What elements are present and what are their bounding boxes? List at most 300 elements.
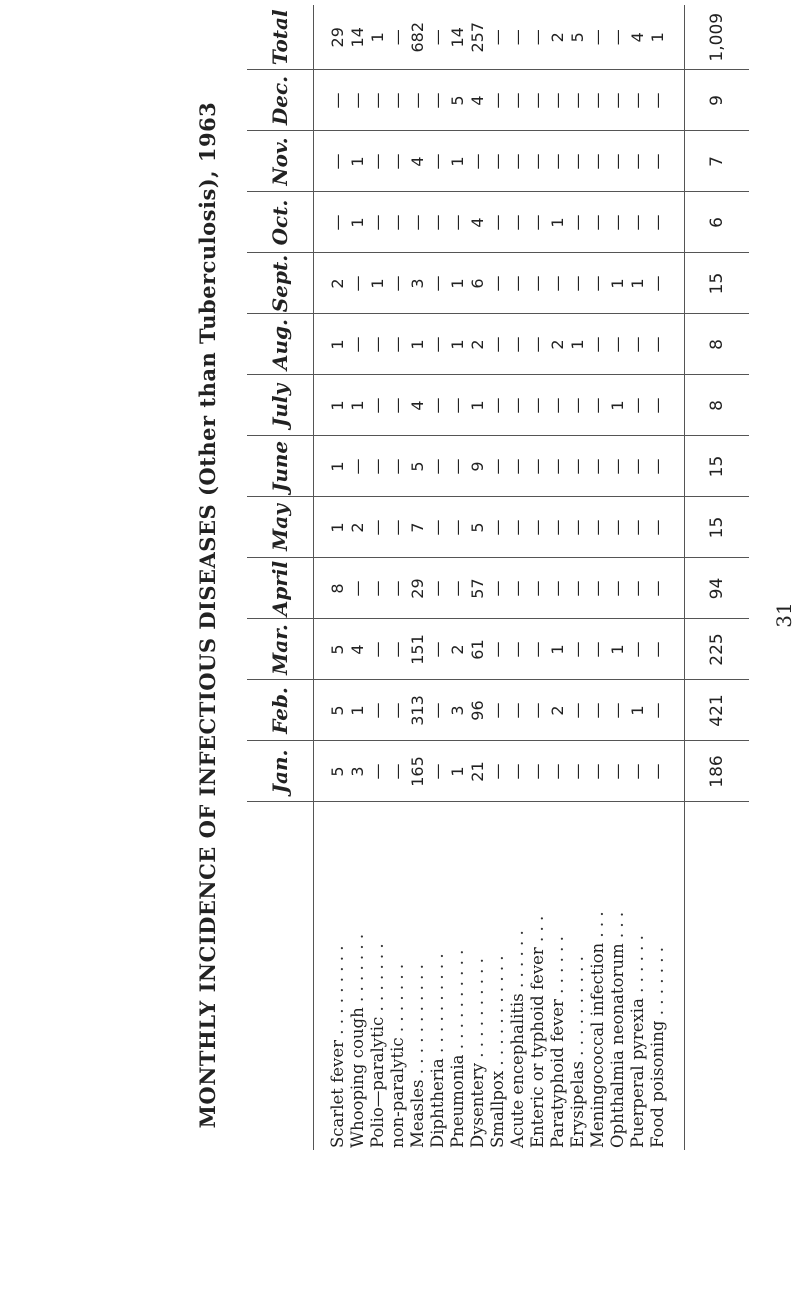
- month-value-cell: —: [568, 558, 588, 619]
- month-value-cell: 1: [348, 680, 368, 741]
- row-total-cell: 14: [448, 27, 467, 48]
- month-value-cell: —: [608, 741, 628, 802]
- leader-dots: . . .: [528, 915, 547, 942]
- month-value-cell: —: [588, 741, 608, 802]
- month-value-cell: —: [548, 253, 568, 314]
- row-total-cell: 4: [628, 32, 647, 43]
- incidence-table: [247, 5, 749, 1150]
- month-value-cell: —: [628, 70, 648, 131]
- header-month: Mar.: [247, 619, 314, 680]
- month-value-cell: 151: [408, 619, 428, 680]
- spacer-cell: [314, 375, 329, 436]
- table-row: [448, 5, 468, 1150]
- row-total-cell: —: [388, 29, 407, 46]
- table-row: [568, 5, 588, 1150]
- month-value-cell: —: [448, 558, 468, 619]
- month-value-cell: —: [488, 192, 508, 253]
- disease-name: Meningococcal infection: [588, 942, 607, 1148]
- month-value-cell: —: [428, 131, 448, 192]
- header-month: Nov.: [247, 131, 314, 192]
- total-cell: 9: [685, 70, 750, 131]
- disease-name: Erysipelas: [568, 1061, 587, 1148]
- month-value-cell: —: [568, 375, 588, 436]
- total-cell: 94: [685, 558, 750, 619]
- total-cell: 6: [685, 192, 750, 253]
- month-value-cell: —: [628, 192, 648, 253]
- month-value-cell: —: [368, 70, 388, 131]
- month-value-cell: —: [528, 131, 548, 192]
- disease-name: Measles: [408, 1079, 427, 1148]
- month-value-cell: —: [508, 619, 528, 680]
- month-value-cell: 1: [468, 375, 488, 436]
- month-value-cell: 1: [328, 375, 348, 436]
- row-total-cell: —: [588, 29, 607, 46]
- table-row: [428, 5, 448, 1150]
- leader-dots: . . . . . . .: [388, 963, 407, 1033]
- leader-dots: . . . . . .: [548, 936, 567, 994]
- month-value-cell: —: [508, 497, 528, 558]
- disease-name: Dysentery: [468, 1062, 487, 1148]
- month-value-cell: —: [568, 619, 588, 680]
- month-value-cell: —: [388, 192, 408, 253]
- month-value-cell: 1: [348, 192, 368, 253]
- row-total-cell: —: [428, 29, 447, 46]
- total-cell: 8: [685, 375, 750, 436]
- month-value-cell: —: [608, 70, 628, 131]
- month-value-cell: —: [328, 131, 348, 192]
- month-value-cell: —: [428, 70, 448, 131]
- month-value-cell: —: [648, 497, 685, 558]
- month-value-cell: —: [628, 558, 648, 619]
- leader-dots: . . . . . .: [508, 930, 527, 988]
- month-value-cell: 8: [328, 558, 348, 619]
- month-value-cell: —: [608, 314, 628, 375]
- leader-dots: . . . . . . .: [368, 943, 387, 1012]
- spacer-cell: [314, 741, 329, 802]
- row-total-cell: —: [528, 29, 547, 46]
- disease-name: Polio—paralytic: [368, 1016, 387, 1148]
- month-value-cell: —: [548, 741, 568, 802]
- month-value-cell: —: [348, 436, 368, 497]
- month-value-cell: —: [388, 375, 408, 436]
- disease-label: [448, 802, 468, 1150]
- total-cell: 8: [685, 314, 750, 375]
- month-value-cell: —: [528, 192, 548, 253]
- leader-dots: . . . . . . . . . . .: [488, 955, 507, 1066]
- leader-dots: . . .: [608, 911, 627, 939]
- total-cell: 15: [685, 497, 750, 558]
- disease-label: [628, 802, 648, 1150]
- month-value-cell: 3: [408, 253, 428, 314]
- leader-dots: . . . . . . . . . .: [568, 956, 587, 1056]
- month-value-cell: —: [648, 253, 685, 314]
- month-value-cell: —: [348, 314, 368, 375]
- month-value-cell: —: [588, 436, 608, 497]
- month-value-cell: —: [488, 680, 508, 741]
- spacer-cell: [314, 619, 329, 680]
- month-value-cell: 2: [468, 314, 488, 375]
- table-row: [508, 5, 528, 1150]
- total-cell: 7: [685, 131, 750, 192]
- page-number: 31: [772, 602, 796, 628]
- header-month: Jan.: [247, 741, 314, 802]
- month-value-cell: —: [508, 680, 528, 741]
- month-value-cell: —: [568, 436, 588, 497]
- month-value-cell: —: [528, 741, 548, 802]
- month-value-cell: —: [348, 253, 368, 314]
- header-total: Total: [247, 5, 314, 70]
- disease-name: Scarlet fever: [328, 1039, 347, 1148]
- month-value-cell: —: [328, 192, 348, 253]
- disease-label: [548, 802, 568, 1150]
- month-value-cell: —: [488, 558, 508, 619]
- month-value-cell: 1: [328, 497, 348, 558]
- header-month: May: [247, 497, 314, 558]
- table-row: [388, 5, 408, 1150]
- month-value-cell: —: [488, 131, 508, 192]
- month-value-cell: —: [608, 192, 628, 253]
- header-month: June: [247, 436, 314, 497]
- row-total-cell: 5: [568, 32, 587, 43]
- month-value-cell: 1: [348, 131, 368, 192]
- month-value-cell: —: [328, 70, 348, 131]
- disease-label: [368, 802, 388, 1150]
- month-value-cell: 1: [448, 253, 468, 314]
- leader-dots: . . . . . .: [628, 935, 647, 993]
- disease-name: Paratyphoid fever: [548, 999, 567, 1148]
- month-value-cell: —: [648, 70, 685, 131]
- month-value-cell: —: [368, 558, 388, 619]
- month-value-cell: —: [508, 558, 528, 619]
- month-value-cell: —: [448, 375, 468, 436]
- spacer-cell: [314, 131, 329, 192]
- month-value-cell: —: [408, 70, 428, 131]
- totals-row: [685, 5, 750, 1150]
- month-value-cell: —: [428, 314, 448, 375]
- month-value-cell: 4: [468, 192, 488, 253]
- month-value-cell: —: [428, 741, 448, 802]
- table-row: [528, 5, 548, 1150]
- grand-total-cell: 1,009: [685, 5, 750, 70]
- month-value-cell: 1: [608, 619, 628, 680]
- month-value-cell: —: [448, 192, 468, 253]
- row-total-cell: 29: [328, 27, 347, 48]
- month-value-cell: 1: [328, 436, 348, 497]
- month-value-cell: —: [588, 253, 608, 314]
- row-total-cell: 2: [548, 32, 567, 43]
- month-value-cell: 5: [328, 741, 348, 802]
- month-value-cell: —: [428, 680, 448, 741]
- row-total-cell: 257: [468, 21, 487, 53]
- month-value-cell: —: [488, 497, 508, 558]
- month-value-cell: —: [488, 436, 508, 497]
- leader-dots: . . .: [588, 911, 607, 938]
- month-value-cell: 3: [348, 741, 368, 802]
- header-row: [247, 5, 314, 1150]
- month-value-cell: —: [528, 436, 548, 497]
- month-value-cell: —: [388, 436, 408, 497]
- month-value-cell: —: [528, 497, 548, 558]
- disease-label: [568, 802, 588, 1150]
- leader-dots: . . . . . . . . . .: [468, 958, 487, 1058]
- header-month: Aug.: [247, 314, 314, 375]
- month-value-cell: 5: [328, 619, 348, 680]
- month-value-cell: —: [548, 375, 568, 436]
- header-month: Oct.: [247, 192, 314, 253]
- leader-dots: . . . . . . .: [648, 947, 667, 1016]
- table-row: [588, 5, 608, 1150]
- month-value-cell: —: [548, 70, 568, 131]
- disease-name: Smallpox: [488, 1070, 507, 1148]
- disease-name: Enteric or typhoid fever: [528, 947, 547, 1148]
- month-value-cell: —: [588, 192, 608, 253]
- month-value-cell: —: [568, 497, 588, 558]
- month-value-cell: —: [628, 375, 648, 436]
- disease-name: Pneumonia: [448, 1054, 467, 1148]
- month-value-cell: —: [608, 436, 628, 497]
- disease-label: [508, 802, 528, 1150]
- disease-label: [528, 802, 548, 1150]
- month-value-cell: —: [628, 436, 648, 497]
- month-value-cell: —: [648, 192, 685, 253]
- month-value-cell: —: [368, 192, 388, 253]
- month-value-cell: —: [568, 131, 588, 192]
- month-value-cell: —: [588, 70, 608, 131]
- month-value-cell: —: [368, 741, 388, 802]
- month-value-cell: —: [388, 619, 408, 680]
- disease-label: [588, 802, 608, 1150]
- month-value-cell: 29: [408, 558, 428, 619]
- month-value-cell: 5: [408, 436, 428, 497]
- header-month: Sept.: [247, 253, 314, 314]
- month-value-cell: —: [428, 558, 448, 619]
- disease-label: [388, 802, 408, 1150]
- spacer-row: [314, 5, 329, 1150]
- month-value-cell: —: [408, 192, 428, 253]
- total-cell: 421: [685, 680, 750, 741]
- month-value-cell: 61: [468, 619, 488, 680]
- month-value-cell: 6: [468, 253, 488, 314]
- disease-name: Whooping cough: [348, 1007, 367, 1148]
- table-row: [368, 5, 388, 1150]
- month-value-cell: —: [508, 70, 528, 131]
- disease-label: [488, 802, 508, 1150]
- month-value-cell: —: [588, 131, 608, 192]
- month-value-cell: —: [448, 436, 468, 497]
- table-row: [648, 5, 685, 1150]
- total-cell: 15: [685, 436, 750, 497]
- month-value-cell: —: [508, 131, 528, 192]
- month-value-cell: —: [488, 375, 508, 436]
- month-value-cell: —: [448, 497, 468, 558]
- month-value-cell: —: [428, 619, 448, 680]
- table-row: [488, 5, 508, 1150]
- month-value-cell: —: [388, 70, 408, 131]
- month-value-cell: —: [368, 619, 388, 680]
- month-value-cell: —: [488, 253, 508, 314]
- row-total-cell: 682: [408, 21, 427, 53]
- table-row: [408, 5, 428, 1150]
- month-value-cell: —: [548, 131, 568, 192]
- month-value-cell: 1: [368, 253, 388, 314]
- month-value-cell: —: [568, 192, 588, 253]
- month-value-cell: —: [468, 131, 488, 192]
- month-value-cell: —: [508, 375, 528, 436]
- spacer-cell: [314, 314, 329, 375]
- disease-label: [408, 802, 428, 1150]
- month-value-cell: 2: [548, 314, 568, 375]
- disease-label: [348, 802, 368, 1150]
- month-value-cell: 1: [608, 375, 628, 436]
- disease-label: [428, 802, 448, 1150]
- month-value-cell: 7: [408, 497, 428, 558]
- month-value-cell: —: [368, 680, 388, 741]
- month-value-cell: —: [508, 436, 528, 497]
- month-value-cell: —: [488, 70, 508, 131]
- month-value-cell: 1: [448, 314, 468, 375]
- month-value-cell: —: [428, 497, 448, 558]
- month-value-cell: —: [628, 497, 648, 558]
- month-value-cell: —: [588, 314, 608, 375]
- disease-label: [608, 802, 628, 1150]
- disease-name: non-paralytic: [388, 1037, 407, 1148]
- month-value-cell: —: [428, 253, 448, 314]
- row-total-cell: —: [608, 29, 627, 46]
- leader-dots: . . . . . . .: [348, 933, 367, 1003]
- month-value-cell: 1: [408, 314, 428, 375]
- month-value-cell: —: [648, 314, 685, 375]
- month-value-cell: —: [568, 680, 588, 741]
- month-value-cell: —: [588, 375, 608, 436]
- month-value-cell: —: [528, 558, 548, 619]
- month-value-cell: —: [648, 680, 685, 741]
- disease-name: Diphtheria: [428, 1058, 447, 1148]
- table-row: [628, 5, 648, 1150]
- month-value-cell: —: [648, 131, 685, 192]
- month-value-cell: —: [368, 436, 388, 497]
- month-value-cell: —: [348, 558, 368, 619]
- leader-dots: . . . . . . . . . .: [448, 949, 467, 1050]
- month-value-cell: —: [528, 314, 548, 375]
- month-value-cell: —: [568, 70, 588, 131]
- month-value-cell: —: [428, 375, 448, 436]
- month-value-cell: —: [568, 741, 588, 802]
- month-value-cell: —: [588, 558, 608, 619]
- month-value-cell: 2: [348, 497, 368, 558]
- table-row: [608, 5, 628, 1150]
- month-value-cell: 165: [408, 741, 428, 802]
- leader-dots: . . . . . . . . . .: [428, 953, 447, 1054]
- month-value-cell: 3: [448, 680, 468, 741]
- month-value-cell: —: [368, 131, 388, 192]
- header-month: April: [247, 558, 314, 619]
- total-cell: 225: [685, 619, 750, 680]
- disease-name: Food poisoning: [648, 1020, 667, 1148]
- row-total-cell: 14: [348, 27, 367, 48]
- month-value-cell: —: [548, 436, 568, 497]
- month-value-cell: —: [528, 70, 548, 131]
- month-value-cell: 4: [408, 375, 428, 436]
- header-month: July: [247, 375, 314, 436]
- table-row: [348, 5, 368, 1150]
- month-value-cell: —: [608, 497, 628, 558]
- month-value-cell: —: [388, 497, 408, 558]
- month-value-cell: —: [508, 192, 528, 253]
- month-value-cell: —: [628, 741, 648, 802]
- month-value-cell: —: [528, 375, 548, 436]
- month-value-cell: —: [568, 253, 588, 314]
- month-value-cell: —: [608, 558, 628, 619]
- month-value-cell: 2: [328, 253, 348, 314]
- month-value-cell: —: [368, 314, 388, 375]
- month-value-cell: 4: [348, 619, 368, 680]
- month-value-cell: —: [648, 375, 685, 436]
- month-value-cell: —: [388, 131, 408, 192]
- month-value-cell: —: [588, 680, 608, 741]
- month-value-cell: —: [488, 314, 508, 375]
- month-value-cell: —: [628, 314, 648, 375]
- month-value-cell: —: [508, 314, 528, 375]
- table-row: [328, 5, 348, 1150]
- month-value-cell: —: [388, 680, 408, 741]
- month-value-cell: —: [528, 253, 548, 314]
- disease-label: [328, 802, 348, 1150]
- month-value-cell: —: [628, 619, 648, 680]
- month-value-cell: —: [588, 497, 608, 558]
- month-value-cell: —: [588, 619, 608, 680]
- spacer-cell: [314, 680, 329, 741]
- total-cell: 186: [685, 741, 750, 802]
- month-value-cell: —: [628, 131, 648, 192]
- disease-name: Acute encephalitis: [508, 993, 527, 1148]
- month-value-cell: 1: [548, 619, 568, 680]
- month-value-cell: 1: [328, 314, 348, 375]
- month-value-cell: —: [648, 619, 685, 680]
- month-value-cell: —: [388, 314, 408, 375]
- month-value-cell: 1: [548, 192, 568, 253]
- month-value-cell: 313: [408, 680, 428, 741]
- month-value-cell: —: [608, 680, 628, 741]
- month-value-cell: 4: [468, 70, 488, 131]
- totals-label: [685, 802, 750, 1150]
- month-value-cell: —: [488, 741, 508, 802]
- month-value-cell: —: [648, 741, 685, 802]
- spacer-cell: [314, 253, 329, 314]
- spacer-cell: [314, 558, 329, 619]
- month-value-cell: —: [488, 619, 508, 680]
- month-value-cell: —: [648, 436, 685, 497]
- month-value-cell: —: [508, 741, 528, 802]
- leader-dots: . . . . . . . . .: [328, 945, 347, 1035]
- row-total-cell: —: [508, 29, 527, 46]
- spacer-cell: [314, 192, 329, 253]
- month-value-cell: —: [608, 131, 628, 192]
- row-total-cell: 1: [648, 32, 667, 43]
- month-value-cell: 1: [628, 253, 648, 314]
- leader-dots: . . . . . . . . . . .: [408, 964, 427, 1075]
- month-value-cell: 2: [548, 680, 568, 741]
- month-value-cell: 5: [328, 680, 348, 741]
- spacer-cell: [314, 436, 329, 497]
- table-row: [548, 5, 568, 1150]
- month-value-cell: 1: [628, 680, 648, 741]
- table-row: [468, 5, 488, 1150]
- month-value-cell: 5: [468, 497, 488, 558]
- month-value-cell: —: [548, 497, 568, 558]
- month-value-cell: —: [648, 558, 685, 619]
- month-value-cell: 5: [448, 70, 468, 131]
- month-value-cell: —: [528, 619, 548, 680]
